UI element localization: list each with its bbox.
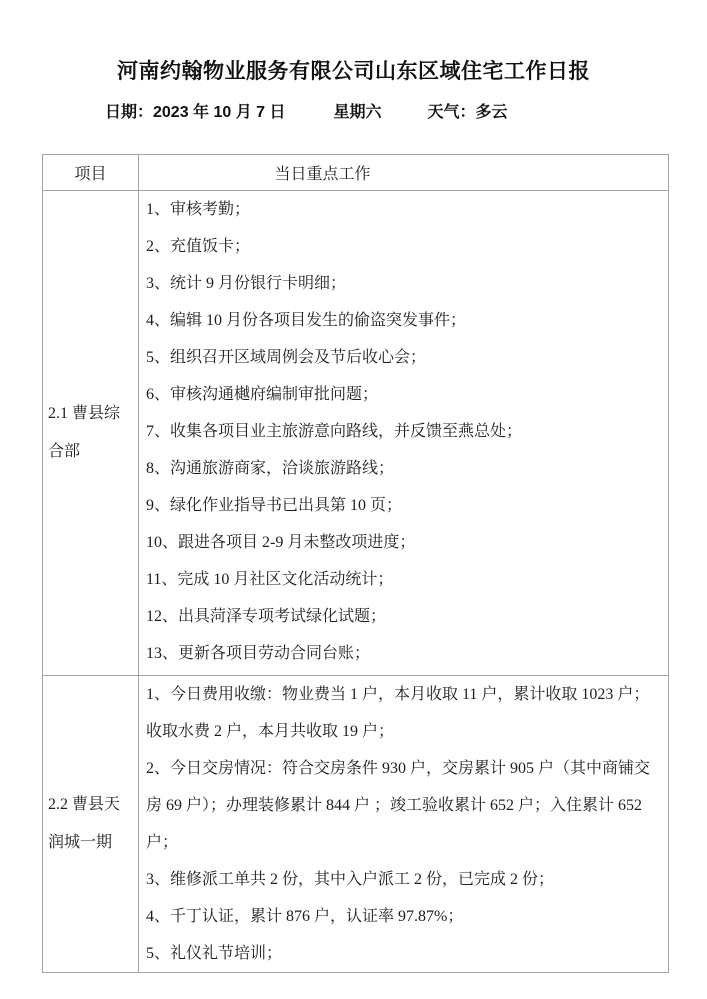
work-item: 11、完成 10 月社区文化活动统计； [146,571,394,588]
work-item: 12、出具菏泽专项考试绿化试题； [146,608,387,625]
report-table-body [43,191,669,973]
work-item: 1、今日费用收缴：物业费当 1 户，本月收取 11 户，累计收取 1023 户；收取水费 2 户，本月共收取 19 户； [146,686,650,740]
work-item: 8、沟通旅游商家，洽谈旅游路线； [146,460,395,477]
work-items-cell [139,676,669,973]
project-name-line: 2.2 曹县天 [48,796,121,813]
header-cell-daily-key-work: 当日重点工作 [139,155,669,191]
table-row-caoxian-tianrun-city-phase1 [43,676,669,973]
work-item: 4、编辑 10 月份各项目发生的偷盗突发事件； [146,312,467,329]
report-table-header [43,155,669,191]
work-item: 5、礼仪礼节培训； [146,945,283,962]
work-item: 9、绿化作业指导书已出具第 10 页； [146,497,403,514]
header-row [43,155,669,191]
project-name-line: 合部 [48,443,81,460]
project-name-line: 润城一期 [48,834,113,851]
work-item: 2、今日交房情况：符合交房条件 930 户，交房累计 905 户（其中商铺交房 69 户）；办理装修累计 844 户 ；竣工验收累计 652 户；入住累计 652 户； [146,760,651,851]
project-cell [43,191,139,676]
work-item: 1、审核考勤； [146,201,251,218]
project-cell [43,676,139,973]
work-item: 3、统计 9 月份银行卡明细； [146,275,347,292]
work-item: 5、组织召开区域周例会及节后收心会； [146,349,427,366]
weekday-field: 星期六 [333,104,382,121]
header-cell-project: 项目 [43,155,139,191]
work-item: 7、收集各项目业主旅游意向路线，并反馈至燕总处； [146,423,523,440]
work-item: 10、跟进各项目 2-9 月未整改项进度； [146,534,416,551]
work-item: 4、千丁认证，累计 876 户，认证率 97.87%； [146,908,464,925]
table-row-caoxian-general-dept [43,191,669,676]
work-item: 2、充值饭卡； [146,238,251,255]
date-field: 日期：2023 年 10 月 7 日 [105,104,286,121]
project-name-line: 2.1 曹县综 [48,405,121,422]
page-title: 河南约翰物业服务有限公司山东区域住宅工作日报 [117,60,590,83]
meta-line [105,100,707,126]
work-item: 13、更新各项目劳动合同台账； [146,645,371,662]
weather-field: 天气：多云 [427,104,508,121]
work-item: 6、审核沟通樾府编制审批问题； [146,386,379,403]
report-table [42,154,669,973]
work-items-cell [139,191,669,676]
work-item: 3、维修派工单共 2 份，其中入户派工 2 份，已完成 2 份； [146,871,555,888]
